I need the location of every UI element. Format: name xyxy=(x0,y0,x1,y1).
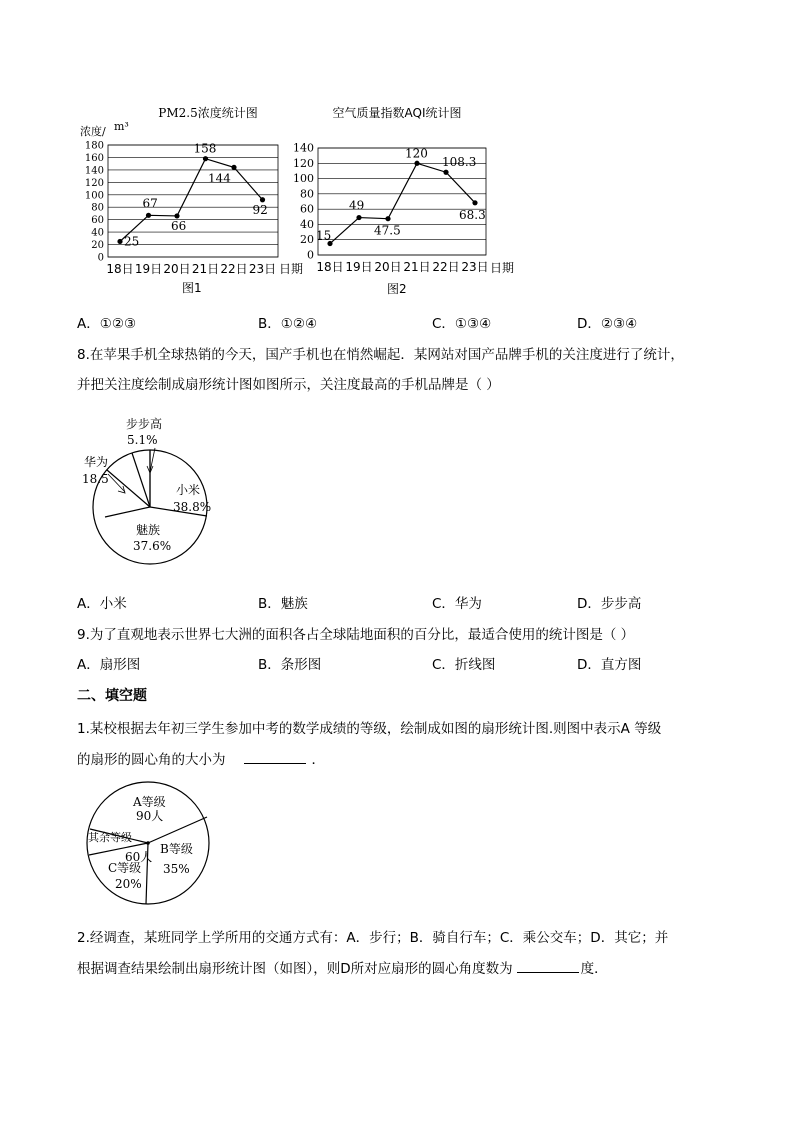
mz-label: 魅族 xyxy=(136,523,161,537)
data-point xyxy=(203,156,208,161)
y-tick-label: 0 xyxy=(307,248,314,262)
data-point xyxy=(117,239,122,244)
y-tick-label: 140 xyxy=(293,141,314,155)
xm-label: 小米 xyxy=(176,483,201,497)
q7-option-a[interactable]: A．①②③ xyxy=(77,316,137,332)
data-label: 68.3 xyxy=(459,207,486,222)
q9-option-a[interactable]: A．扇形图 xyxy=(77,657,141,673)
hw-percent: 18.5 xyxy=(82,472,109,486)
c-grade-label: C等级 xyxy=(108,861,142,875)
data-label: 108.3 xyxy=(442,155,477,170)
data-label: 47.5 xyxy=(374,223,401,238)
y-tick-label: 140 xyxy=(84,165,104,177)
y-tick-label: 180 xyxy=(84,140,104,152)
fq1-text-line2 xyxy=(77,748,325,768)
x-tick-label: 22日 xyxy=(432,260,460,274)
phone-brand-pie-chart xyxy=(70,410,240,570)
y-axis-label: 浓度/ xyxy=(80,125,106,138)
data-point xyxy=(146,213,151,218)
data-label: 144 xyxy=(208,171,231,186)
data-point xyxy=(231,165,236,170)
y-tick-label: 20 xyxy=(91,240,104,252)
y-tick-label: 120 xyxy=(293,156,314,170)
x-axis-label: 日期 xyxy=(490,261,515,275)
q9-option-c[interactable]: C．折线图 xyxy=(432,657,496,673)
x-tick-label: 21日 xyxy=(403,260,431,274)
x-tick-label: 19日 xyxy=(345,260,373,274)
fq2-text-line2a: 根据调查结果绘制出扇形统计图（如图），则D所对应扇形的圆心角度数为 xyxy=(77,961,513,977)
q9-option-d[interactable]: D．直方图 xyxy=(577,657,642,673)
data-point xyxy=(385,216,390,221)
other-grade-value: 60人 xyxy=(125,850,153,864)
chart-title: PM2.5浓度统计图 xyxy=(158,106,258,120)
fq1-text-line1: 1.某校根据去年初三学生参加中考的数学成绩的等级，绘制成如图的扇形统计图.则图中表示A 等级 xyxy=(77,721,662,737)
other-grade-label: 其余等级 xyxy=(88,831,132,844)
y-tick-label: 60 xyxy=(300,202,314,216)
x-tick-label: 20日 xyxy=(374,260,402,274)
hw-label: 华为 xyxy=(84,455,109,469)
y-tick-label: 80 xyxy=(300,187,314,201)
x-tick-label: 21日 xyxy=(191,262,220,276)
y-tick-label: 0 xyxy=(97,252,104,264)
a-grade-value: 90人 xyxy=(136,809,164,823)
y-tick-label: 20 xyxy=(300,233,314,247)
y-axis-unit: m³ xyxy=(114,120,129,133)
b-grade-value: 35% xyxy=(163,862,190,876)
data-point xyxy=(472,200,477,205)
data-label: 92 xyxy=(252,202,268,217)
data-label: 15 xyxy=(316,228,332,243)
q9-text: 9.为了直观地表示世界七大洲的面积各占全球陆地面积的百分比，最适合使用的统计图是（ ） xyxy=(77,627,635,643)
figure-caption: 图2 xyxy=(387,282,407,296)
data-label: 66 xyxy=(171,218,187,233)
data-label: 49 xyxy=(349,198,365,213)
bbg-label: 步步高 xyxy=(126,417,163,431)
x-tick-label: 19日 xyxy=(134,262,163,276)
fq1-text-line2b: ． xyxy=(311,752,325,768)
q7-option-b[interactable]: B．①②④ xyxy=(258,316,318,332)
x-tick-label: 22日 xyxy=(220,262,248,276)
xm-percent: 38.8% xyxy=(173,500,212,514)
data-point xyxy=(414,161,419,166)
y-tick-label: 120 xyxy=(84,177,104,189)
c-grade-value: 20% xyxy=(115,877,142,891)
y-tick-label: 60 xyxy=(91,215,104,227)
pm25-line-chart xyxy=(70,100,310,300)
y-tick-label: 160 xyxy=(84,152,104,164)
mz-percent: 37.6% xyxy=(133,539,172,553)
q8-text-line1: 8.在苹果手机全球热销的今天，国产手机也在悄然崛起．某网站对国产品牌手机的关注度进行了统计， xyxy=(77,347,684,363)
fq1-answer-blank[interactable] xyxy=(244,751,306,764)
fq2-text-line1: 2.经调查，某班同学上学所用的交通方式有：A．步行；B．骑自行车；C．乘公交车；D．其它；并 xyxy=(77,930,669,946)
x-tick-label: 23日 xyxy=(248,262,277,276)
data-point xyxy=(260,197,265,202)
chart-title: 空气质量指数AQI统计图 xyxy=(332,106,462,120)
data-label: 25 xyxy=(124,234,140,249)
x-tick-label: 18日 xyxy=(316,260,344,274)
data-label: 67 xyxy=(142,196,158,211)
fq2-answer-blank[interactable] xyxy=(517,960,579,973)
q8-option-a[interactable]: A．小米 xyxy=(77,596,127,612)
y-tick-label: 80 xyxy=(91,202,104,214)
y-tick-label: 40 xyxy=(91,227,104,239)
fq2-text-line2 xyxy=(77,957,608,977)
x-tick-label: 23日 xyxy=(461,260,489,274)
fq1-text-line2a: 的扇形的圆心角的大小为 xyxy=(77,752,226,768)
series-line xyxy=(120,159,263,242)
q7-option-c[interactable]: C．①③④ xyxy=(432,316,492,332)
x-axis-label: 日期 xyxy=(279,262,304,276)
data-point xyxy=(174,213,179,218)
q8-option-d[interactable]: D．步步高 xyxy=(577,596,642,612)
fq2-text-line2b: 度． xyxy=(580,961,608,977)
bbg-percent: 5.1% xyxy=(127,433,158,447)
figure-caption: 图1 xyxy=(182,281,202,295)
y-tick-label: 100 xyxy=(84,190,104,202)
data-label: 158 xyxy=(193,141,217,156)
q8-text-line2: 并把关注度绘制成扇形统计图如图所示，关注度最高的手机品牌是（ ） xyxy=(77,377,500,393)
b-grade-label: B等级 xyxy=(160,842,193,856)
y-tick-label: 40 xyxy=(300,217,314,231)
x-tick-label: 20日 xyxy=(163,262,191,276)
y-tick-label: 100 xyxy=(293,172,314,186)
data-point xyxy=(443,170,448,175)
data-label: 120 xyxy=(405,146,428,161)
aqi-line-chart xyxy=(290,100,530,300)
grade-pie-chart xyxy=(80,780,220,910)
x-tick-label: 18日 xyxy=(106,262,134,276)
q8-option-b[interactable]: B．魅族 xyxy=(258,596,308,612)
data-point xyxy=(356,215,361,220)
q7-option-d[interactable]: D．②③④ xyxy=(577,316,638,332)
section-heading-fill-in: 二、填空题 xyxy=(77,688,147,704)
q9-option-b[interactable]: B．条形图 xyxy=(258,657,322,673)
a-grade-label: A等级 xyxy=(133,795,166,809)
q8-option-c[interactable]: C．华为 xyxy=(432,596,482,612)
